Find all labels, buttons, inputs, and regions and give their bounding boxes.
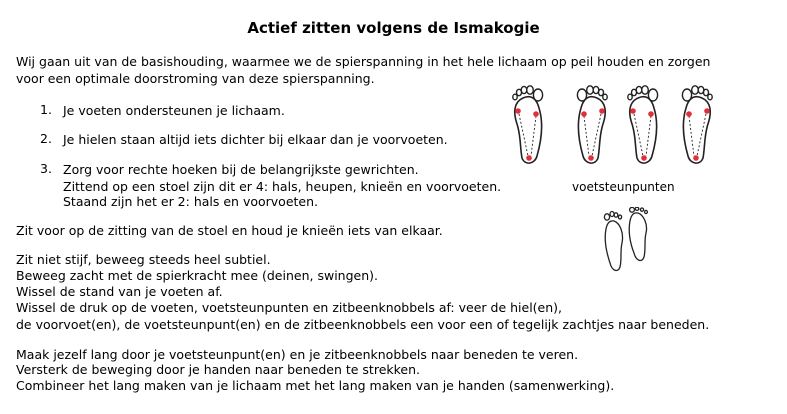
- list-item-3-line-3: Staand zijn het er 2: hals en voorvoeten.: [63, 194, 318, 209]
- left-foot-sole-2: [628, 86, 658, 163]
- list-item-3-line-1: Zorg voor rechte hoeken bij de belangrijkste gewrichten.: [63, 162, 419, 177]
- list-item-2: Je hielen staan altijd iets dichter bij elkaar dan je voorvoeten.: [63, 132, 448, 147]
- list-number-3: 3.: [40, 161, 52, 176]
- feet-stance-icon: [598, 207, 654, 279]
- long-line-3: Combineer het lang maken van je lichaam met het lang maken van je handen (samenwerking).: [16, 378, 615, 393]
- list-number-1: 1.: [40, 102, 52, 117]
- left-foot-sole-1: [513, 86, 543, 163]
- long-line-2: Versterk de beweging door je handen naar beneden te strekken.: [16, 362, 421, 377]
- page-title: Actief zitten volgens de Ismakogie: [247, 19, 540, 37]
- long-line-1: Maak jezelf lang door je voetsteunpunt(en) en je zitbeenknobbels naar beneden te veren.: [16, 347, 579, 362]
- move-line-2: Beweeg zacht met de spierkracht mee (deinen, swingen).: [16, 268, 378, 283]
- list-item-1: Je voeten ondersteunen je lichaam.: [63, 103, 285, 118]
- seat-paragraph: Zit voor op de zitting van de stoel en houd je knieën iets van elkaar.: [16, 223, 443, 238]
- move-line-4: Wissel de druk op de voeten, voetsteunpunten en zitbeenknobbels af: veer de hiel(en),: [16, 300, 563, 315]
- list-number-2: 2.: [40, 131, 52, 146]
- move-line-3: Wissel de stand van je voeten af.: [16, 284, 223, 299]
- move-line-5: de voorvoet(en), de voetsteunpunt(en) en de zitbeenknobbels een voor een of tegelijk zachtjes naar beneden.: [16, 317, 710, 332]
- list-item-3-line-2: Zittend op een stoel zijn dit er 4: hals, heupen, knieën en voorvoeten.: [63, 179, 502, 194]
- intro-line-2: voor een optimale doorstroming van deze spierspanning.: [16, 71, 375, 86]
- intro-line-1: Wij gaan uit van de basishouding, waarmee we de spierspanning in het hele lichaam op peil houden en zorgen: [16, 54, 711, 69]
- feet-support-points-illustration: [505, 80, 725, 172]
- move-line-1: Zit niet stijf, beweeg steeds heel subtiel.: [16, 252, 271, 267]
- right-foot-sole-2: [682, 86, 712, 163]
- feet-caption: voetsteunpunten: [572, 180, 675, 194]
- right-foot-sole-1: [577, 86, 607, 163]
